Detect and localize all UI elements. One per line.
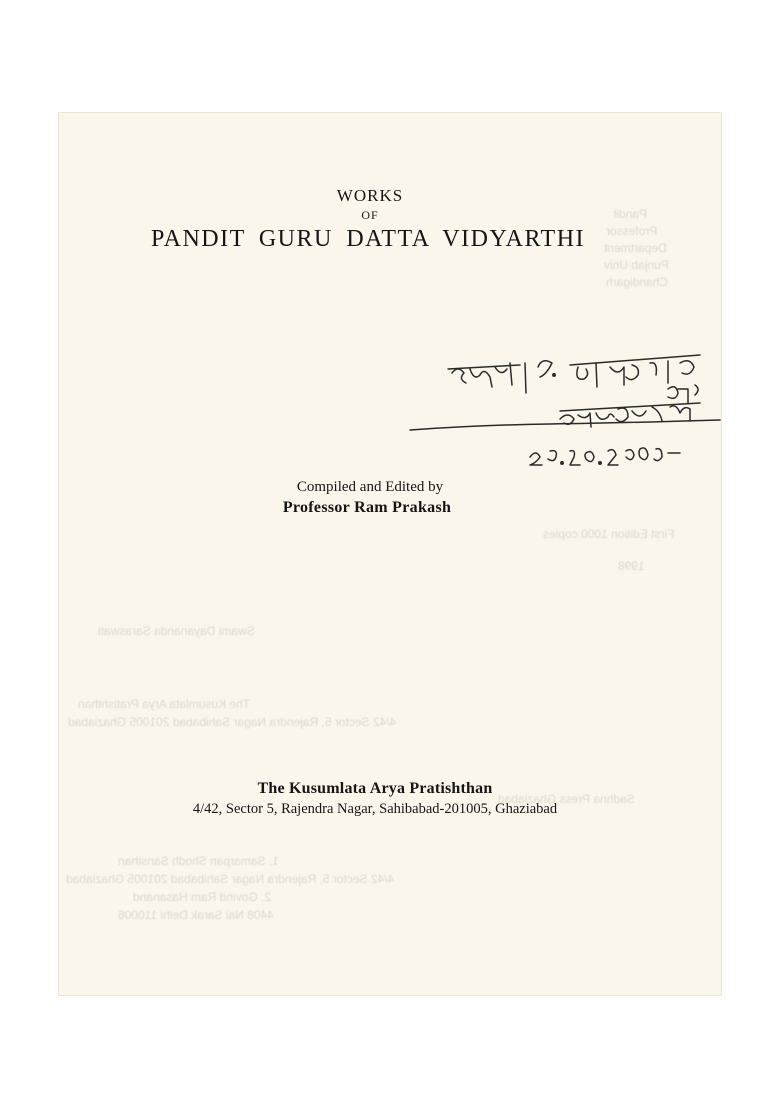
handwritten-inscription (400, 345, 730, 480)
series-of: OF (361, 208, 379, 222)
publisher-address: 4/42, Sector 5, Rajendra Nagar, Sahibabad-201005, Ghaziabad (192, 801, 558, 817)
book-title: PANDIT GURU DATTA VIDYARTHI (150, 226, 586, 252)
compiled-by-label: Compiled and Edited by (296, 479, 444, 495)
publisher-name: The Kusumlata Arya Pratishthan (257, 780, 493, 797)
editor-name: Professor Ram Prakash (282, 499, 452, 516)
series-heading: WORKS (336, 186, 404, 205)
book-page: Pandit Professor Department Punjab Univ Chandigarh First Edition 1000 copies 1998 Swami Dayananda Saraswati The Kusumlata Arya Pratishthan 4/42 Sector 5, Rajendra Nagar Sahibabad 201005 Ghaziabad Sadhna Press Ghaziabad 1. Samarpan Shodh Sansthan 4/42 Sector 5, Rajendra Nagar Sahibabad 201005 Ghaziabad 2. Govind Ram Hasanand 4408 Nai Sarak Delhi 110006 (58, 112, 722, 996)
